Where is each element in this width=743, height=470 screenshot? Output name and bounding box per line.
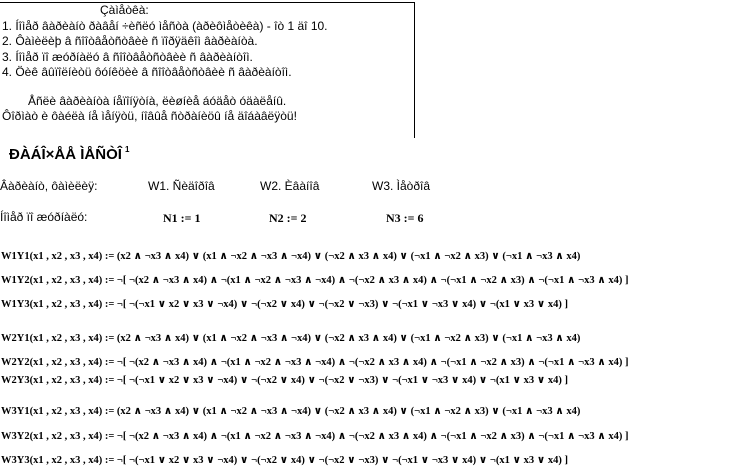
notes-line-1: 1. Íîìåð âàðèàíò ðàâåí ÷èñëó ìåñòà (àðèôìåòèêà) - îò 1 äî 10. (2, 18, 328, 33)
notes-gap (0, 81, 414, 94)
notes-title: Çàìåòêà: (100, 3, 149, 17)
journal-label: Íîìåð ïî æóðíàëó: (0, 210, 88, 224)
variant-item-2: W2. Èâàíîâ (260, 179, 320, 193)
journal-n3: N3 := 6 (386, 211, 424, 225)
formula-w2y1: W2Y1(x1 , x2 , x3 , x4) := (x2 ∧ ¬x3 ∧ x4) ∨ (x1 ∧ ¬x2 ∧ ¬x3 ∧ ¬x4) ∨ (¬x2 ∧ x3 ∧ x4) ∨ (¬x1 ∧ ¬x2 ∧ x3) ∨ (¬x1 ∧ ¬x3 ∧ x4) (1, 333, 581, 344)
notes-line-3: 3. Íîìåð ïî æóðíàëó â ñîîòâåòñòâèè ñ âàðèàíòîì. (2, 49, 253, 64)
journal-n1: N1 := 1 (163, 211, 201, 225)
variant-item-3: W3. Ìåòðîâ (372, 179, 431, 193)
variant-item-1: W1. Ñèäîðîâ (148, 179, 215, 193)
notes-line-2: 2. Ôàìèëèþ â ñîîòâåòñòâèè ñ ïîðÿäêîì âàðèàíòà. (2, 34, 258, 48)
page-title-sup: 1 (124, 145, 130, 154)
notes-indent-line: Åñëè âàðèàíòà íåïîíÿòíà, ëèøíèå áóäåò óäàëåíû. (28, 93, 287, 108)
notes-box (0, 2, 415, 138)
page-title (9, 145, 129, 163)
formula-w1y1: W1Y1(x1 , x2 , x3 , x4) := (x2 ∧ ¬x3 ∧ x4) ∨ (x1 ∧ ¬x2 ∧ ¬x3 ∧ ¬x4) ∨ (¬x2 ∧ x3 ∧ x4) ∨ (¬x1 ∧ ¬x2 ∧ x3) ∨ (¬x1 ∧ ¬x3 ∧ x4) (1, 251, 581, 262)
page-title-text: ÐÀÁÎ×ÅÅ ÌÅÑÒÎ (9, 146, 122, 163)
formula-w2y3: W2Y3(x1 , x2 , x3 , x4) := ¬[ ¬(¬x1 ∨ x2 ∨ x3 ∨ ¬x4) ∨ ¬(¬x2 ∨ x4) ∨ ¬(¬x2 ∨ ¬x3) ∨ ¬(¬x1 ∨ ¬x3 ∨ x4) ∨ ¬(x1 ∨ x3 ∨ x4) ] (1, 375, 569, 386)
formula-w3y3: W3Y3(x1 , x2 , x3 , x4) := ¬[ ¬(¬x1 ∨ x2 ∨ x3 ∨ ¬x4) ∨ ¬(¬x2 ∨ x4) ∨ ¬(¬x2 ∨ ¬x3) ∨ ¬(¬x1 ∨ ¬x3 ∨ x4) ∨ ¬(x1 ∨ x3 ∨ x4) ] (1, 455, 569, 466)
notes-last-line: Ôîðìàò è ôàéëà íå ìåíÿòü, íîâûå ñòðàíèöû íå äîáàâëÿòü! (2, 109, 297, 123)
formula-w1y2: W1Y2(x1 , x2 , x3 , x4) := ¬[ ¬(x2 ∧ ¬x3 ∧ x4) ∧ ¬(x1 ∧ ¬x2 ∧ ¬x3 ∧ ¬x4) ∧ ¬(¬x2 ∧ x3 ∧ x4) ∧ ¬(¬x1 ∧ ¬x2 ∧ x3) ∧ ¬(¬x1 ∧ ¬x3 ∧ x4) ] (1, 275, 629, 286)
notes-line-4: 4. Öèê âûïîëíèòü ôóíêöèè â ñîîòâåòñòâèè ñ âàðèàíòîì. (2, 65, 292, 79)
variant-label: Âàðèàíò, ôàìèëèÿ: (0, 179, 98, 193)
formula-w3y1: W3Y1(x1 , x2 , x3 , x4) := (x2 ∧ ¬x3 ∧ x4) ∨ (x1 ∧ ¬x2 ∧ ¬x3 ∧ ¬x4) ∨ (¬x2 ∧ x3 ∧ x4) ∨ (¬x1 ∧ ¬x2 ∧ x3) ∨ (¬x1 ∧ ¬x3 ∧ x4) (1, 406, 581, 417)
journal-n2: N2 := 2 (269, 211, 307, 225)
formula-w3y2: W3Y2(x1 , x2 , x3 , x4) := ¬[ ¬(x2 ∧ ¬x3 ∧ x4) ∧ ¬(x1 ∧ ¬x2 ∧ ¬x3 ∧ ¬x4) ∧ ¬(¬x2 ∧ x3 ∧ x4) ∧ ¬(¬x1 ∧ ¬x2 ∧ x3) ∧ ¬(¬x1 ∧ ¬x3 ∧ x4) ] (1, 431, 629, 442)
formula-w1y3: W1Y3(x1 , x2 , x3 , x4) := ¬[ ¬(¬x1 ∨ x2 ∨ x3 ∨ ¬x4) ∨ ¬(¬x2 ∨ x4) ∨ ¬(¬x2 ∨ ¬x3) ∨ ¬(¬x1 ∨ ¬x3 ∨ x4) ∨ ¬(x1 ∨ x3 ∨ x4) ] (1, 299, 569, 310)
formula-w2y2: W2Y2(x1 , x2 , x3 , x4) := ¬[ ¬(x2 ∧ ¬x3 ∧ x4) ∧ ¬(x1 ∧ ¬x2 ∧ ¬x3 ∧ ¬x4) ∧ ¬(¬x2 ∧ x3 ∧ x4) ∧ ¬(¬x1 ∧ ¬x2 ∧ x3) ∧ ¬(¬x1 ∧ ¬x3 ∧ x4) ] (1, 357, 629, 368)
